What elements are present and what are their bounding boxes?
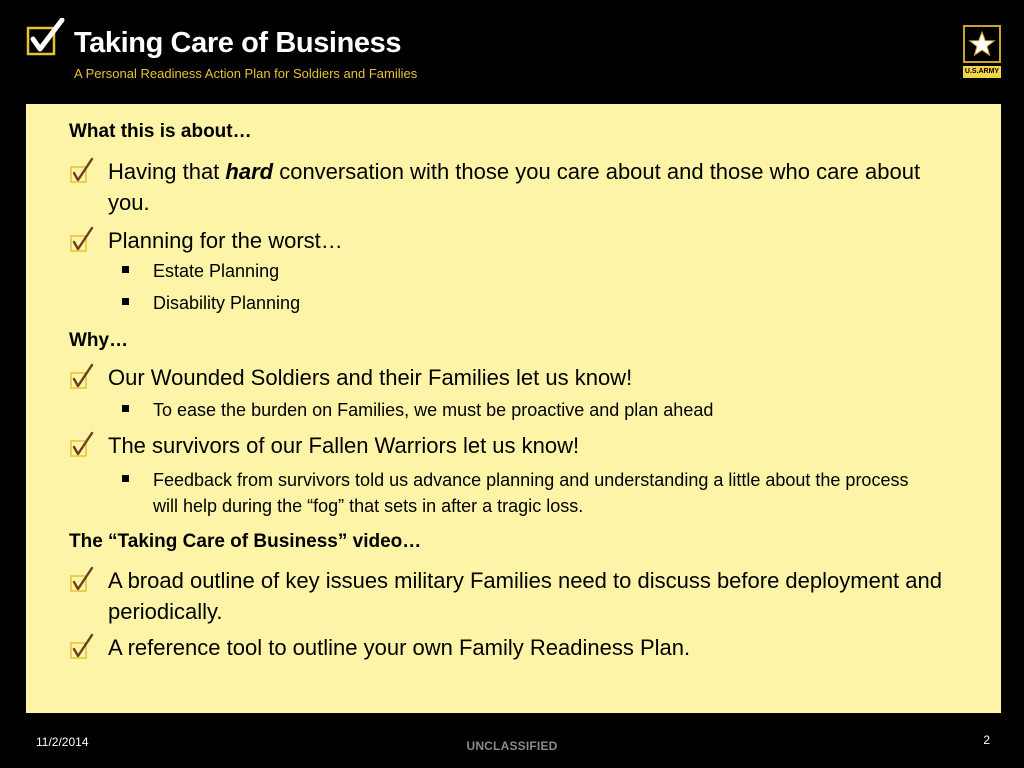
slide-subtitle: A Personal Readiness Action Plan for Soldiers and Families [74,66,418,81]
bullet-text: A broad outline of key issues military Families need to discuss before deployment and periodically. [108,568,942,624]
section-heading-video: The “Taking Care of Business” video… [69,531,422,552]
sub-bullet-text: Estate Planning [153,261,280,281]
sub-bullet-text: Feedback from survivors told us advance planning and understanding a little about the process will help during the “fog” that sets in after a tragic loss. [153,470,909,516]
army-logo-text: U.S.ARMY [963,66,1001,78]
footer-date: 11/2/2014 [36,735,89,749]
checkbox-check-icon [70,430,98,458]
sub-bullet-text: To ease the burden on Families, we must be proactive and plan ahead [153,400,714,420]
section-heading-about: What this is about… [69,121,252,142]
army-logo [961,25,1005,79]
bullet-text: Having that hard conversation with those you care about and those who care about you. [108,159,921,215]
footer-page-number: 2 [983,733,990,747]
bullet-text: Our Wounded Soldiers and their Families let us know! [108,365,633,390]
content-panel [26,104,1001,713]
emphasis-hard: hard [225,159,274,184]
army-star-icon [963,25,1001,63]
bullet-text: A reference tool to outline your own Family Readiness Plan. [108,635,691,660]
checkbox-check-icon [70,632,98,660]
section-heading-why: Why… [69,330,129,351]
checkbox-check-icon [70,362,98,390]
checkbox-check-icon [26,18,66,58]
square-bullet-icon [122,475,129,482]
checkbox-check-icon [70,225,98,253]
slide-header [0,0,1024,104]
square-bullet-icon [122,405,129,412]
sub-bullet-text: Disability Planning [153,293,301,313]
checkbox-check-icon [70,565,98,593]
square-bullet-icon [122,298,129,305]
bullet-text: The survivors of our Fallen Warriors let us know! [108,433,580,458]
footer-classification: UNCLASSIFIED [466,739,558,753]
checkbox-check-icon [70,156,98,184]
slide-title: Taking Care of Business [74,27,402,59]
square-bullet-icon [122,266,129,273]
bullet-text: Planning for the worst… [108,228,343,253]
